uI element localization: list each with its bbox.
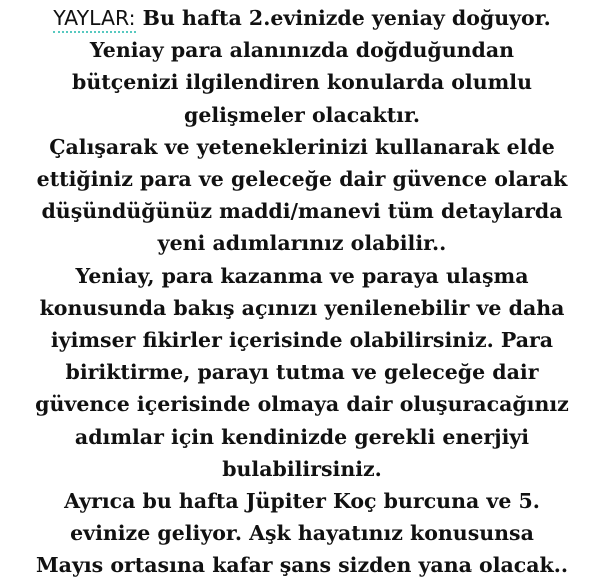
article-line-9: Yeniay, para kazanma ve paraya ulaşma	[75, 263, 529, 288]
article-line-16: Ayrıca bu hafta Jüpiter Koç burcuna ve 5.	[64, 489, 540, 514]
article-body	[0, 2, 604, 582]
article-line-1-text: Bu hafta 2.evinizde yeniay doğuyor.	[135, 6, 551, 30]
article-line-13: güvence içerisinde olmaya dair oluşuracağınız	[35, 392, 569, 417]
article-line-6: ettiğiniz para ve geleceğe dair güvence olarak	[36, 167, 568, 192]
cropped-glyph-fragments	[350, 569, 528, 573]
article-line-3: bütçenizi ilgilendiren konularda olumlu	[72, 70, 532, 95]
article-line-4: gelişmeler olacaktır.	[183, 102, 421, 127]
article-line-14: adımlar için kendinizde gerekli enerjiyi	[74, 424, 530, 449]
article-line-15: bulabilirsiniz.	[222, 456, 382, 481]
article-line-10: konusunda bakış açınızı yenilenebilir ve daha	[39, 295, 565, 320]
article-line-18: Mayıs ortasına kafar şans sizden yana olacak..	[35, 553, 569, 578]
article-line-17: evinize geliyor. Aşk hayatınız konusunsa	[70, 521, 534, 546]
article-line-2: Yeniay para alanınızda doğduğundan	[89, 38, 515, 63]
article-line-8: yeni adımlarınız olabilir..	[157, 231, 447, 256]
article-line-7: düşündüğünüz maddi/manevi tüm detaylarda	[41, 199, 563, 224]
article-line-5: Çalışarak ve yeteneklerinizi kullanarak elde	[49, 134, 555, 159]
article-line-11: iyimser fikirler içerisinde olabilirsiniz. Para	[50, 328, 554, 353]
cropped-next-line	[0, 566, 604, 573]
sign-label[interactable]: YAYLAR:	[53, 6, 135, 33]
article-line-1	[0, 2, 604, 34]
article-line-12: biriktirme, parayı tutma ve geleceğe dair	[65, 360, 539, 385]
